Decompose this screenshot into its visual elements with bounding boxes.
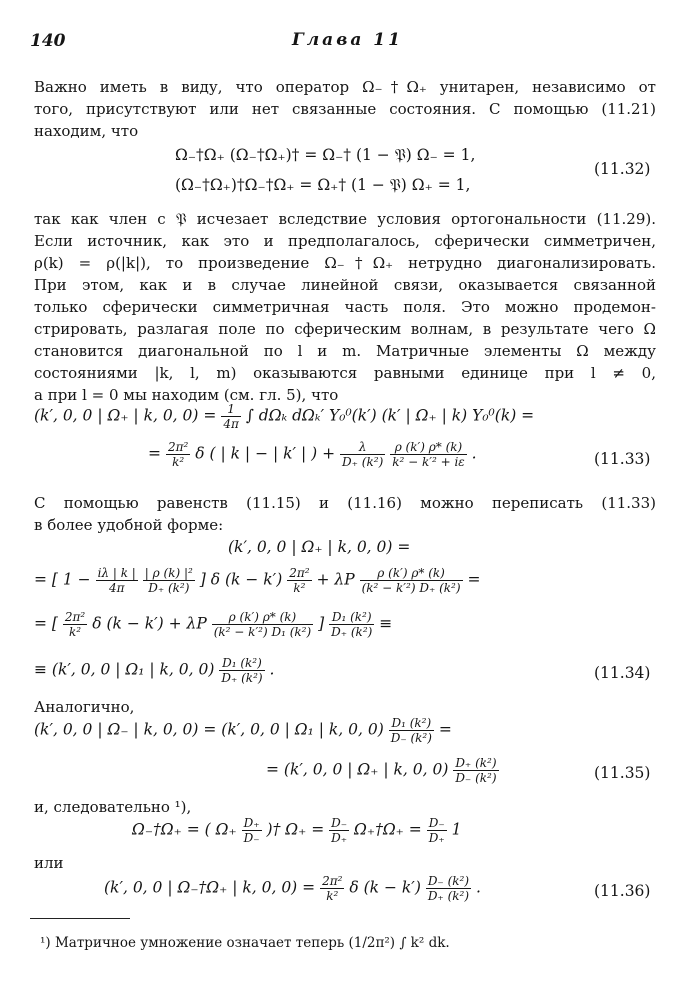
- eq-11-33-frac3: [390, 440, 467, 469]
- eq-11-34-frac-g: [212, 610, 313, 639]
- eq-11-36-frac2: [426, 874, 471, 903]
- frac-den: D₊: [428, 831, 445, 845]
- frac-num: ρ (k′) ρ* (k): [360, 566, 463, 581]
- para3-line2: в более удобной форме:: [34, 516, 224, 534]
- frac-num: 2π²: [64, 610, 86, 624]
- frac-den: D₊ (k²): [331, 625, 373, 639]
- eq-number-11-34: (11.34): [594, 664, 651, 682]
- frac-num: λ: [340, 440, 385, 455]
- eq-11-33-line2: [148, 440, 477, 469]
- eq-11-36-c: .: [475, 878, 481, 897]
- para1-line1: Важно иметь в виду, что оператор Ω₋†Ω₊ унитарен, независимо от: [34, 78, 656, 96]
- footnote-rule: [30, 918, 130, 919]
- eq-11-34-frac-e: [63, 610, 87, 639]
- eq-11-34-l1a: = [ 1 −: [34, 570, 91, 589]
- frac-den: D₋ (k²): [390, 731, 432, 745]
- para2-line5: только сферически симметричная часть поля. Это можно продемон-: [34, 298, 656, 316]
- eq-un-d: 1: [451, 820, 462, 839]
- eq-11-36-a: (k′, 0, 0 | Ω₋†Ω₊ | k, 0, 0) =: [104, 878, 316, 897]
- word-and-hence: и, следовательно ¹),: [34, 798, 192, 816]
- eq-11-34-line1: [34, 566, 480, 595]
- frac-num: | ρ (k) |²: [144, 566, 193, 580]
- eq-11-32-line2: (Ω₋†Ω₊)†Ω₋†Ω₊ = Ω₊† (1 − 𝔓) Ω₊ = 1,: [175, 176, 471, 194]
- eq-11-33-mid: δ ( | k | − | k′ | ) +: [195, 444, 336, 463]
- frac-den: k² − k′² + iε: [392, 455, 465, 469]
- para3-line1: С помощью равенств (11.15) и (11.16) можно переписать (11.33): [34, 494, 656, 512]
- eq-number-11-35: (11.35): [594, 764, 651, 782]
- eq-11-34-l2a: = [: [34, 614, 58, 633]
- eq-11-34-l1end: =: [467, 570, 481, 589]
- para2-line7: становится диагональной по l и m. Матричные элементы Ω между: [34, 342, 656, 360]
- eq-11-35-l1end: =: [438, 720, 452, 739]
- para1-line2: того, присутствуют или нет связанные состояния. С помощью (11.21): [34, 100, 656, 118]
- eq-11-35-l2a: = (k′, 0, 0 | Ω₊ | k, 0, 0): [266, 760, 449, 779]
- frac-den: k²: [293, 581, 306, 595]
- frac-den: D₊ (k²): [148, 581, 190, 595]
- frac-num: D₋: [331, 816, 348, 830]
- frac-den: D₋: [243, 831, 260, 845]
- frac-num: 2π²: [289, 566, 310, 580]
- eq-11-35-line2: [266, 756, 499, 785]
- para2-line2: Если источник, как это и предполагалось, сферически симметричен,: [34, 232, 656, 250]
- frac-den: 4π: [223, 417, 239, 431]
- para2-line9: а при l = 0 мы находим (см. гл. 5), что: [34, 386, 339, 404]
- frac-den: D₋ (k²): [455, 771, 497, 785]
- eq-un-c: Ω₊†Ω₊ =: [354, 820, 422, 839]
- frac-den: D₊: [331, 831, 348, 845]
- eq-11-33-lhs: (k′, 0, 0 | Ω₊ | k, 0, 0) =: [34, 406, 217, 425]
- frac-den: D₊ (k²): [342, 455, 384, 469]
- frac-num: D₁ (k²): [219, 656, 264, 671]
- frac-den: 4π: [108, 581, 125, 595]
- frac-num: ρ (k′) ρ* (k): [212, 610, 313, 625]
- eq-un-frac2: [329, 816, 349, 845]
- eq-un-a: Ω₋†Ω₊ = ( Ω₊: [132, 820, 237, 839]
- eq-11-33-line1: [34, 402, 534, 431]
- eq-un-b: )† Ω₊ =: [266, 820, 325, 839]
- eq-11-36-frac1: [320, 874, 344, 903]
- frac-den: D₊ (k²): [221, 671, 263, 685]
- frac-num: 2π²: [167, 440, 189, 454]
- frac-den: (k² − k′²) D₁ (k²): [213, 625, 312, 639]
- eq-11-35-line1: [34, 716, 452, 745]
- eq-number-11-33: (11.33): [594, 450, 651, 468]
- frac-num: 1: [221, 402, 241, 417]
- eq-11-33-coef: [221, 402, 241, 431]
- eq-11-34-frac-h: [329, 610, 374, 639]
- frac-num: D₊ (k²): [455, 756, 497, 770]
- frac-num: 2π²: [322, 874, 343, 888]
- eq-11-34-l2c: ]: [318, 614, 325, 633]
- frac-num: D₋ (k²): [427, 874, 470, 888]
- frac-den: D₊ (k²): [427, 889, 470, 903]
- frac-den: k²: [69, 625, 82, 639]
- para2-line6: стрировать, разлагая поле по сферическим волнам, в результате чего Ω: [34, 320, 656, 338]
- para2-line8: состояниями |k, l, m) оказываются равными единице при l ≠ 0,: [34, 364, 656, 382]
- eq-11-35-frac-b: [453, 756, 498, 785]
- eq-11-34-frac-i: [219, 656, 264, 685]
- page-number: 140: [30, 31, 66, 51]
- footnote: ¹) Матричное умножение означает теперь (1/2π²) ∫ k² dk.: [40, 935, 450, 951]
- frac-num: D₁ (k²): [329, 610, 374, 625]
- eq-11-33-dot: .: [471, 444, 477, 463]
- eq-11-34-l1c: + λP: [316, 570, 355, 589]
- para1-line3: находим, что: [34, 122, 139, 140]
- frac-num: ρ (k′) ρ* (k): [390, 440, 467, 455]
- frac-num: iλ | k |: [97, 566, 136, 580]
- eq-11-34-frac-d: [360, 566, 463, 595]
- eq-number-11-32: (11.32): [594, 160, 651, 178]
- eq-11-34-l3end: .: [269, 660, 275, 679]
- eq-11-35-l1a: (k′, 0, 0 | Ω₋ | k, 0, 0) = (k′, 0, 0 | Ω₁ | k, 0, 0): [34, 720, 384, 739]
- word-or: или: [34, 854, 64, 872]
- para2-line1: так как член с 𝔓 исчезает вследствие условия ортогональности (11.29).: [34, 210, 656, 228]
- frac-num: D₊: [243, 816, 260, 830]
- eq-11-34-l2b: δ (k − k′) + λP: [92, 614, 207, 633]
- eq-11-33-frac2: [340, 440, 385, 469]
- eq-11-33-rhs1: ∫ dΩₖ dΩₖ′ Y₀⁰(k′) (k′ | Ω₊ | k) Y₀⁰(k) =: [245, 406, 535, 425]
- eq-11-34-l1b: ] δ (k − k′): [199, 570, 283, 589]
- eq-unnumbered: [132, 816, 461, 845]
- para2-line4: При этом, как и в случае линейной связи, оказывается связанной: [34, 276, 656, 294]
- frac-num: D₁ (k²): [389, 716, 434, 731]
- frac-den: k²: [172, 455, 185, 469]
- eq-11-33-eq: =: [148, 444, 161, 463]
- frac-den: k²: [326, 889, 339, 903]
- eq-un-frac1: [242, 816, 262, 845]
- eq-un-frac3: [427, 816, 447, 845]
- eq-11-36: [104, 874, 481, 903]
- eq-11-34-head: (k′, 0, 0 | Ω₊ | k, 0, 0) =: [228, 538, 411, 556]
- para2-line3: ρ(k) = ρ(|k|), то произведение Ω₋†Ω₊ нетрудно диагонализировать.: [34, 254, 656, 272]
- word-analog: Аналогично,: [34, 698, 135, 716]
- eq-11-34-frac-c: [287, 566, 311, 595]
- eq-11-34-l2end: ≡: [379, 614, 393, 633]
- eq-11-33-frac1: [166, 440, 190, 469]
- eq-11-32-line1: Ω₋†Ω₊ (Ω₋†Ω₊)† = Ω₋† (1 − 𝔓) Ω₋ = 1,: [175, 146, 476, 164]
- eq-11-34-line2: [34, 610, 392, 639]
- eq-11-34-line3: [34, 656, 274, 685]
- frac-den: (k² − k′²) D₊ (k²): [361, 581, 461, 595]
- eq-number-11-36: (11.36): [594, 882, 651, 900]
- frac-num: D₋: [428, 816, 445, 830]
- eq-11-35-frac-a: [389, 716, 434, 745]
- chapter-title: Глава 11: [292, 30, 403, 50]
- eq-11-36-b: δ (k − k′): [349, 878, 421, 897]
- eq-11-34-l3a: ≡ (k′, 0, 0 | Ω₁ | k, 0, 0): [34, 660, 215, 679]
- eq-11-34-frac-b: [143, 566, 195, 595]
- eq-11-34-frac-a: [96, 566, 138, 595]
